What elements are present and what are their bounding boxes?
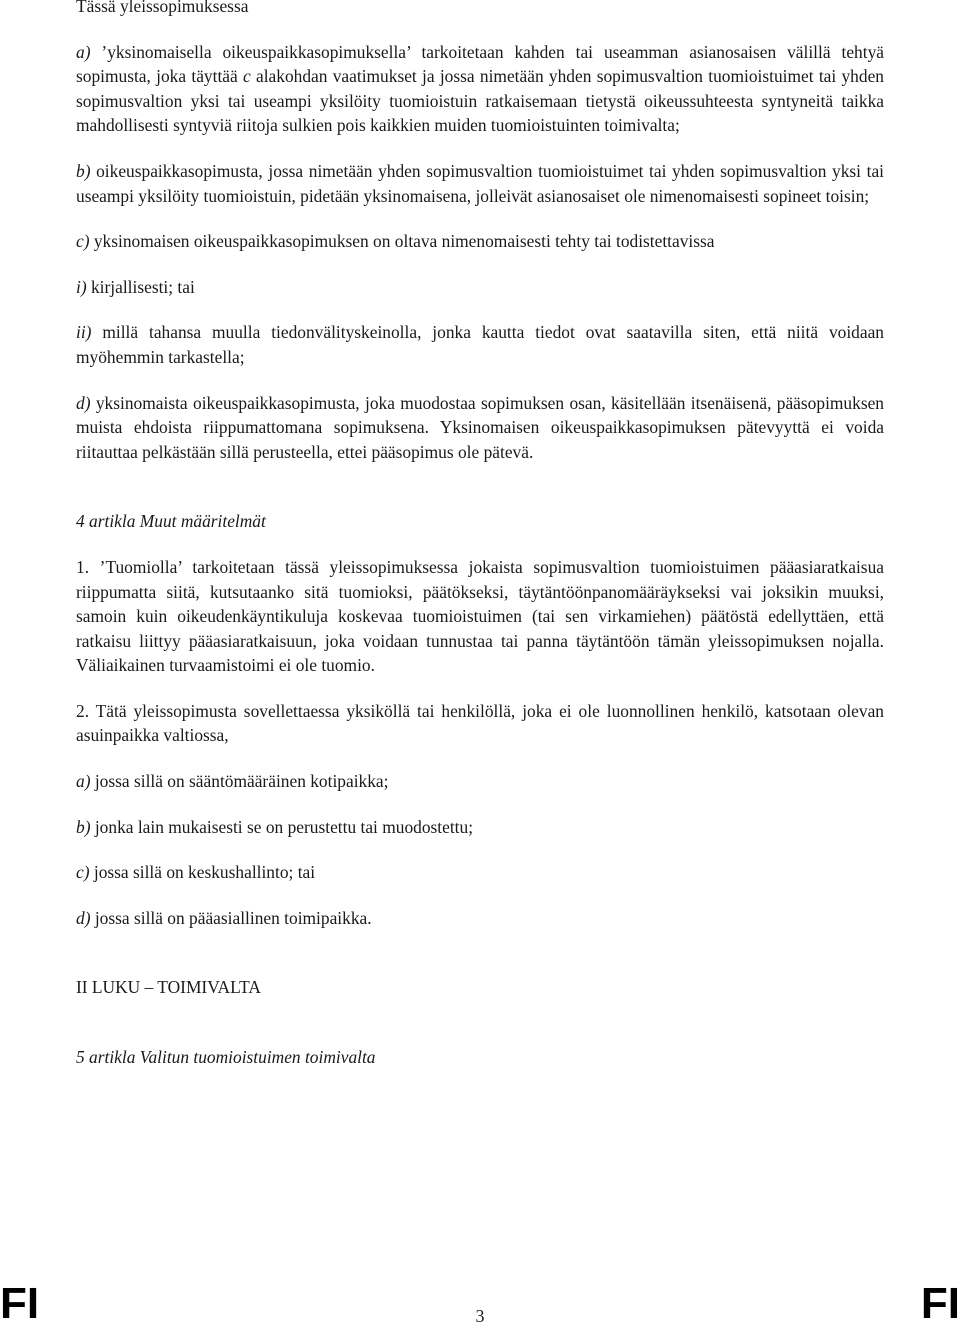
article-4-item-b — [76, 815, 884, 840]
article-4-item-b-label: b) — [76, 816, 91, 837]
definition-c-i — [76, 275, 884, 300]
article-4-item-d-label: d) — [76, 907, 91, 928]
definition-c-text: yksinomaisen oikeuspaikkasopimuksen on oltava nimenomaisesti tehty tai todistettavissa — [89, 231, 715, 252]
article-4-paragraph-1: 1. ’Tuomiolla’ tarkoitetaan tässä yleissopimuksessa jokaista sopimusvaltion tuomioistuimen pääasiaratkaisua riippumatta siitä, kutsutaanko sitä tuomioksi, päätökseksi, täytäntöönpanomääräykseksi vai joksikin muuksi, samoin kuin oikeudenkäyntikuluja koskevaa tuomioistuimen (tai sen virkamiehen) päätöstä edellyttäen, että ratkaisu liittyy pääasiaratkaisuun, joka voidaan tunnustaa tai panna täytäntöön tämän yleissopimuksen nojalla. Väliaikainen turvaamistoimi ei ole tuomio. — [76, 556, 884, 676]
article-4-item-d — [76, 906, 884, 931]
article-5-heading — [76, 1045, 884, 1070]
article-4-item-a — [76, 769, 884, 794]
document-body — [76, 0, 884, 1091]
definition-c-ii-text: millä tahansa muulla tiedonvälityskeinolla, jonka kautta tiedot ovat saatavilla siten, että niitä voidaan myöhemmin tarkastella; — [76, 322, 884, 367]
definition-a-text: ’yksinomaisella oikeuspaikkasopimuksella’ tarkoitetaan kahden tai useamman asianosaisen välillä tehtyä sopimusta, joka täyttää — [76, 41, 884, 87]
intro-text: Tässä yleissopimuksessa — [76, 0, 249, 16]
definition-a-text-cont: alakohdan vaatimukset ja jossa nimetään yhden sopimusvaltion tuomioistuimet tai yhden sopimusvaltion yksi tai useampi yksilöity tuomioistuin ratkaisemaan tietystä oikeussuhteesta syntyneitä taikka mahdollisesti syntyviä riitoja sulkien pois kaikkien muiden tuomioistuinten toimivalta; — [76, 66, 884, 136]
article-4-paragraph-2: 2. Tätä yleissopimusta sovellettaessa yksiköllä tai henkilöllä, joka ei ole luonnollinen henkilö, katsotaan olevan asuinpaikka valtiossa, — [76, 700, 884, 746]
definition-a — [76, 40, 884, 138]
definition-d-text: yksinomaista oikeuspaikkasopimusta, joka muodostaa sopimuksen osan, käsitellään itsenäisenä, pääsopimuksen muista ehdoista riippumattomana sopimuksena. Yksinomaisen oikeuspaikkasopimuksen pätevyyttä ei voida riitauttaa pelkästään sillä perusteella, ettei pääsopimus ole pätevä. — [76, 392, 884, 462]
definition-a-label: a) — [76, 41, 91, 62]
article-4-item-b-text: jonka lain mukaisesti se on perustettu tai muodostettu; — [90, 816, 474, 837]
definition-c — [76, 229, 884, 254]
chapter-heading: II LUKU – TOIMIVALTA — [76, 977, 261, 998]
article-4-item-d-text: jossa sillä on pääasiallinen toimipaikka. — [90, 907, 372, 928]
definition-b-text: oikeuspaikkasopimusta, jossa nimetään yhden sopimusvaltion tuomioistuimet tai yhden sopimusvaltion yksi tai useampi yksilöity tuomioistuin, pidetään yksinomaisena, jolleivät asianosaiset ole nimenomaisesti sopineet toisin; — [76, 160, 884, 206]
article-4-item-a-text: jossa sillä on sääntömääräinen kotipaikka; — [90, 771, 389, 792]
article-5-title: 5 artikla Valitun tuomioistuimen toimivalta — [76, 1047, 376, 1068]
definition-c-i-label: i) — [76, 276, 87, 297]
definition-a-ref: c — [242, 66, 251, 87]
definition-b-label: b) — [76, 160, 91, 181]
spacer — [76, 485, 884, 509]
definition-d — [76, 391, 884, 465]
language-mark-right: FI — [920, 1279, 960, 1328]
article-4-heading — [76, 509, 884, 534]
article-4-item-c — [76, 860, 884, 885]
definition-b — [76, 159, 884, 208]
spacer — [76, 1021, 884, 1045]
language-mark-left: FI — [0, 1279, 40, 1328]
article-4-item-a-label: a) — [76, 771, 91, 792]
article-4-item-c-text: jossa sillä on keskushallinto; tai — [89, 862, 316, 883]
article-4-title: 4 artikla Muut määritelmät — [76, 511, 266, 532]
definition-c-i-text: kirjallisesti; tai — [86, 276, 195, 297]
spacer — [76, 951, 884, 975]
definition-c-label: c) — [76, 231, 90, 252]
definition-c-ii-label: ii) — [76, 322, 92, 343]
page-number: 3 — [475, 1306, 485, 1326]
definition-c-ii — [76, 320, 884, 369]
article-4-item-c-label: c) — [76, 862, 90, 883]
definition-d-label: d) — [76, 392, 91, 413]
